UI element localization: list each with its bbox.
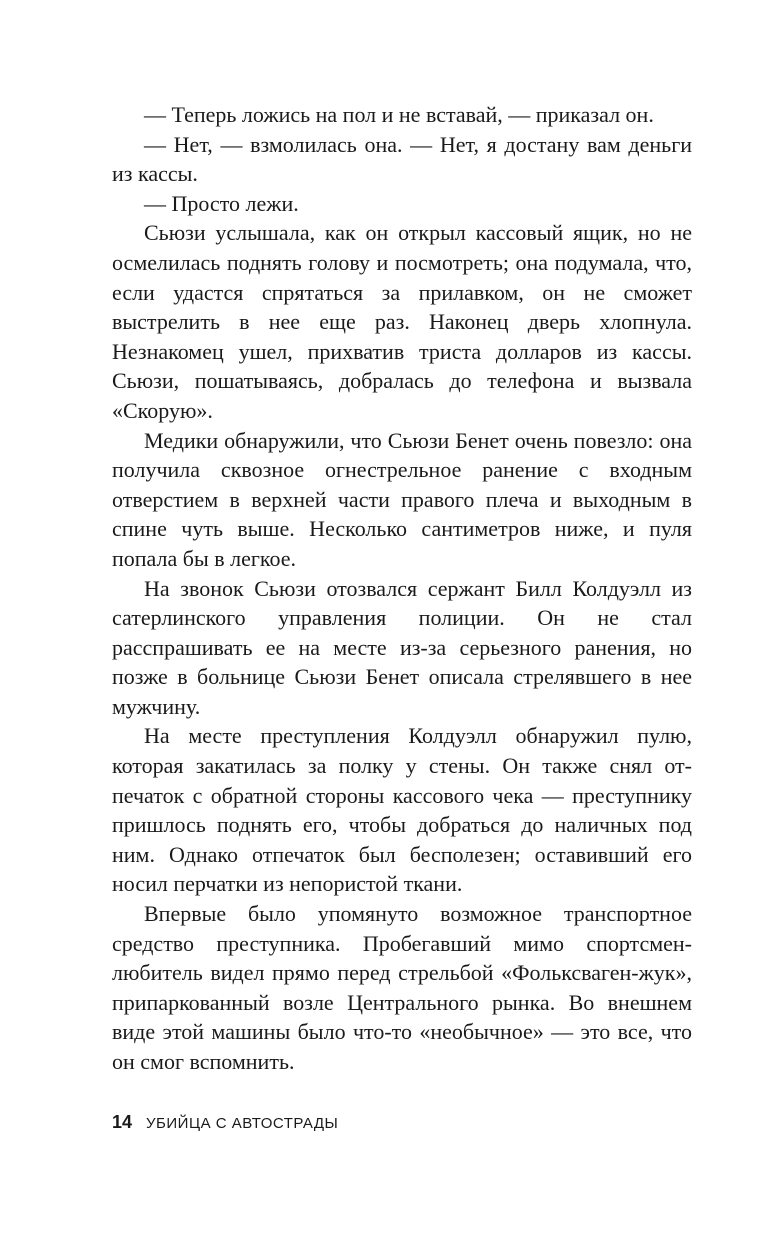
paragraph-1: — Теперь ложись на пол и не вставай, — приказал он. [144,102,654,127]
paragraph-6: На звонок Сьюзи отозвался сержант Билл Колдуэлл из сатерлинского управления полиции. Он не стал расспрашивать ее на месте из-за серьезного ранения, но позже в больнице Сьюзи Бенет описала стрелявшего в нее мужчину. [112,575,692,719]
running-title: УБИЙЦА С АВТОСТРАДЫ [146,1115,339,1132]
page-number: 14 [112,1112,133,1132]
paragraph-3: — Просто лежи. [144,190,299,216]
body-text [112,100,692,1077]
paragraph-7: На месте преступления Колдуэлл обнаружил пулю, которая закатилась за полку у стены. Он также снял отпечаток с обратной стороны кассового чека — преступнику пришлось поднять его, чтобы добраться до наличных под ним. Однако отпечаток был бесполезен; оставивший его носил перчатки из непористой ткани. [112,723,692,897]
page-footer [112,1112,338,1133]
paragraph-5: Медики обнаружили, что Сьюзи Бенет очень повезло: она получила сквозное огнестрельное ранение с входным отверстием в верхней части правого плеча и выходным в спине чуть выше. Несколько сантиметров ниже, и пуля попала бы в легкое. [112,427,692,571]
paragraph-4: Сьюзи услышала, как он открыл кассовый ящик, но не осмелилась поднять голову и посмотреть; она подумала, что, если удастся спрятаться за прилавком, он не сможет выстрелить в нее еще раз. Наконец дверь хлопнула. Незнакомец ушел, прихватив триста долларов из кассы. Сьюзи, пошатываясь, добралась до телефона и вызвала «Скорую». [112,220,692,423]
paragraph-8: Впервые было упомянуто возможное транспортное средство преступника. Пробегавший мимо спортсмен-любитель видел прямо перед стрельбой «Фольксваген-жук», припаркованный возле Центрального рынка. Во внешнем виде этой машины было что-то «необычное» — это все, что он смог вспомнить. [112,901,692,1074]
paragraph-2: — Нет, — взмолилась она. — Нет, я достану вам деньги из кассы. [112,131,692,187]
